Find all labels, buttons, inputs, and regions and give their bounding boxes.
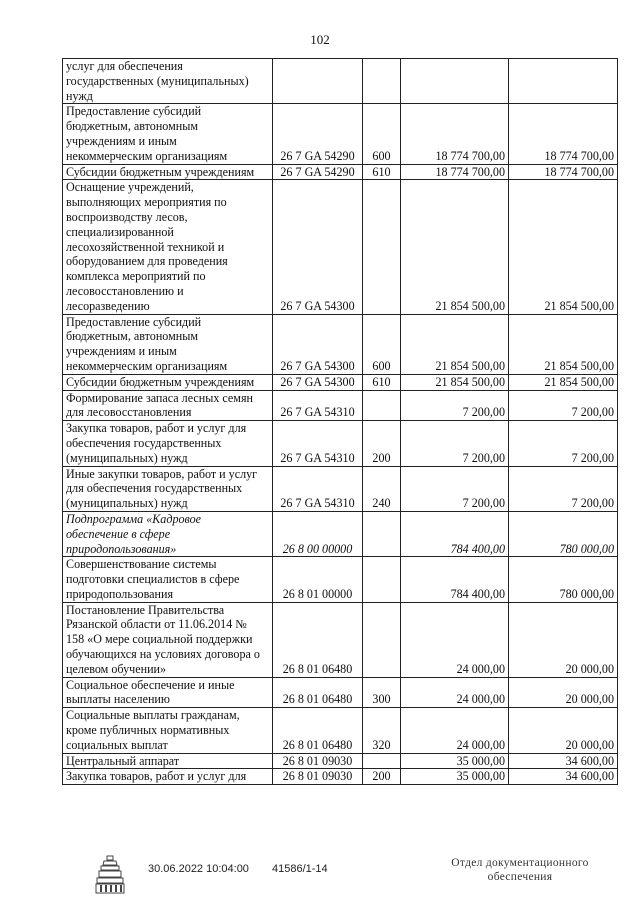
row-code: 26 7 GA 54300 (273, 374, 363, 390)
row-code: 26 8 01 06480 (273, 708, 363, 753)
table-row (63, 164, 618, 180)
row-name: Социальные выплаты гражданам, кроме публичных нормативных социальных выплат (63, 708, 273, 753)
row-sum-approved: 21 854 500,00 (509, 374, 618, 390)
stamp-line-2: обеспечения (487, 871, 553, 883)
row-expense-type: 200 (363, 421, 401, 466)
row-sum-approved: 18 774 700,00 (509, 104, 618, 164)
row-sum-2022: 784 400,00 (401, 557, 509, 602)
row-sum-2022: 21 854 500,00 (401, 314, 509, 374)
row-code (273, 59, 363, 104)
row-name: Социальное обеспечение и иные выплаты населению (63, 677, 273, 708)
table-row (63, 59, 618, 104)
budget-table (62, 58, 618, 785)
row-sum-approved: 18 774 700,00 (509, 164, 618, 180)
row-sum-2022: 18 774 700,00 (401, 164, 509, 180)
row-sum-2022: 7 200,00 (401, 421, 509, 466)
row-code: 26 7 GA 54310 (273, 421, 363, 466)
row-expense-type (363, 557, 401, 602)
row-code: 26 7 GA 54310 (273, 390, 363, 421)
row-expense-type: 300 (363, 677, 401, 708)
row-code: 26 8 01 09030 (273, 769, 363, 785)
row-expense-type: 240 (363, 466, 401, 511)
department-stamp (440, 856, 600, 884)
row-expense-type: 320 (363, 708, 401, 753)
budget-table-body (63, 59, 618, 785)
row-sum-2022: 24 000,00 (401, 708, 509, 753)
row-sum-2022: 24 000,00 (401, 677, 509, 708)
footer-doc-number: 41586/1-14 (272, 863, 328, 875)
row-sum-2022 (401, 59, 509, 104)
page-number: 102 (310, 32, 330, 47)
row-sum-2022: 35 000,00 (401, 753, 509, 769)
table-row (63, 753, 618, 769)
row-code: 26 7 GA 54310 (273, 466, 363, 511)
row-code: 26 8 01 06480 (273, 602, 363, 677)
row-code: 26 7 GA 54290 (273, 104, 363, 164)
row-sum-approved: 7 200,00 (509, 421, 618, 466)
row-sum-approved: 7 200,00 (509, 390, 618, 421)
row-code: 26 7 GA 54300 (273, 180, 363, 314)
table-row (63, 374, 618, 390)
row-code: 26 7 GA 54290 (273, 164, 363, 180)
row-sum-2022: 35 000,00 (401, 769, 509, 785)
row-sum-approved: 7 200,00 (509, 466, 618, 511)
row-name: Подпрограмма «Кадровое обеспечение в сфере природопользования» (63, 511, 273, 556)
row-name: Субсидии бюджетным учреждениям (63, 374, 273, 390)
row-sum-approved (509, 59, 618, 104)
row-expense-type: 600 (363, 104, 401, 164)
row-expense-type (363, 390, 401, 421)
row-sum-2022: 7 200,00 (401, 390, 509, 421)
row-code: 26 8 01 00000 (273, 557, 363, 602)
row-sum-approved: 21 854 500,00 (509, 180, 618, 314)
row-sum-2022: 784 400,00 (401, 511, 509, 556)
row-name: Закупка товаров, работ и услуг для обеспечения государственных (муниципальных) нужд (63, 421, 273, 466)
table-row (63, 421, 618, 466)
table-row (63, 769, 618, 785)
row-sum-approved: 21 854 500,00 (509, 314, 618, 374)
row-expense-type (363, 511, 401, 556)
table-row (63, 511, 618, 556)
row-expense-type (363, 753, 401, 769)
row-code: 26 8 01 09030 (273, 753, 363, 769)
row-sum-2022: 7 200,00 (401, 466, 509, 511)
row-expense-type (363, 180, 401, 314)
row-name: Центральный аппарат (63, 753, 273, 769)
footer-datetime: 30.06.2022 10:04:00 (148, 863, 249, 875)
table-row (63, 677, 618, 708)
table-row (63, 602, 618, 677)
coat-of-arms-icon (93, 854, 127, 896)
table-row (63, 314, 618, 374)
table-row (63, 466, 618, 511)
table-row (63, 104, 618, 164)
row-expense-type (363, 602, 401, 677)
row-expense-type: 600 (363, 314, 401, 374)
row-name: Оснащение учреждений, выполняющих мероприятия по воспроизводству лесов, специализированной лесохозяйственной техникой и оборудованием для проведения комплекса мероприятий по лесовосстановлению и лесоразведению (63, 180, 273, 314)
row-name: Формирование запаса лесных семян для лесовосстановления (63, 390, 273, 421)
row-sum-approved: 34 600,00 (509, 753, 618, 769)
row-sum-approved: 20 000,00 (509, 708, 618, 753)
row-expense-type: 610 (363, 164, 401, 180)
stamp-line-1: Отдел документационного (451, 857, 589, 869)
page-footer (0, 852, 640, 905)
row-sum-approved: 34 600,00 (509, 769, 618, 785)
row-sum-approved: 20 000,00 (509, 602, 618, 677)
row-code: 26 8 01 06480 (273, 677, 363, 708)
row-name: Предоставление субсидий бюджетным, автономным учреждениям и иным некоммерческим организациям (63, 314, 273, 374)
row-code: 26 8 00 00000 (273, 511, 363, 556)
row-sum-approved: 780 000,00 (509, 511, 618, 556)
table-row (63, 708, 618, 753)
row-sum-approved: 780 000,00 (509, 557, 618, 602)
row-expense-type (363, 59, 401, 104)
row-name: Закупка товаров, работ и услуг для (63, 769, 273, 785)
row-sum-approved: 20 000,00 (509, 677, 618, 708)
row-expense-type: 200 (363, 769, 401, 785)
row-sum-2022: 21 854 500,00 (401, 374, 509, 390)
row-expense-type: 610 (363, 374, 401, 390)
table-row (63, 557, 618, 602)
row-sum-2022: 24 000,00 (401, 602, 509, 677)
row-sum-2022: 21 854 500,00 (401, 180, 509, 314)
row-name: Субсидии бюджетным учреждениям (63, 164, 273, 180)
row-name: Совершенствование системы подготовки специалистов в сфере природопользования (63, 557, 273, 602)
row-name: Постановление Правительства Рязанской области от 11.06.2014 № 158 «О мере социальной поддержки обучающихся на условиях договора о целевом обучении» (63, 602, 273, 677)
row-name: услуг для обеспечения государственных (муниципальных) нужд (63, 59, 273, 104)
table-row (63, 390, 618, 421)
row-name: Иные закупки товаров, работ и услуг для обеспечения государственных (муниципальных) нужд (63, 466, 273, 511)
table-row (63, 180, 618, 314)
row-code: 26 7 GA 54300 (273, 314, 363, 374)
row-name: Предоставление субсидий бюджетным, автономным учреждениям и иным некоммерческим организациям (63, 104, 273, 164)
row-sum-2022: 18 774 700,00 (401, 104, 509, 164)
